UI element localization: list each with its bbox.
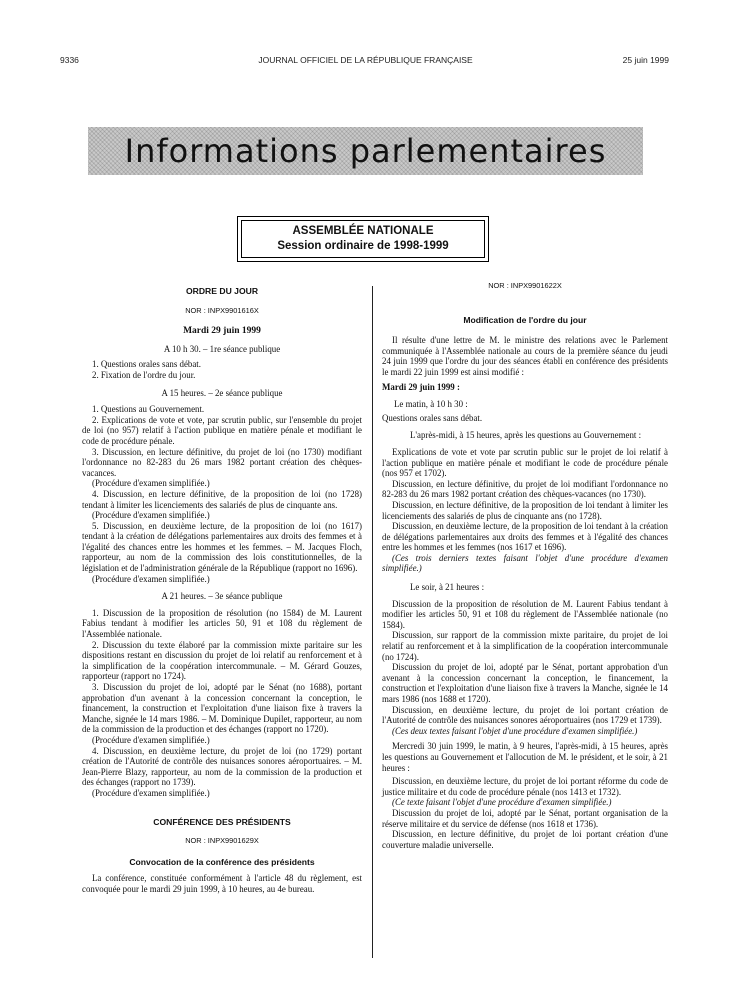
banner-title: Informations parlementaires <box>124 132 607 170</box>
list-item: Discussion de la proposition de résolution de M. Laurent Fabius tendant à modifier les articles 50, 91 et 108 du règlement de l'Assemblée nationale (no 1584). <box>382 598 668 630</box>
list-item: Discussion, sur rapport de la commission mixte paritaire, du projet de loi relatif au renforcement et à la simplification de la coopération intercommunale (no 1724). <box>382 630 668 662</box>
list-item: 4. Discussion, en deuxième lecture, du projet de loi (no 1729) portant création de l'Autorité de contrôle des nuisances sonores aéroportuaires. – M. Jean-Pierre Blazy, rapporteur, au nom de la commission de la production et des échanges (rapport no 1739). <box>82 745 362 788</box>
list-item: Discussion, en lecture définitive, de la proposition de loi tendant à limiter les licenciements des salariés de plus de cinquante ans (no 1728). <box>382 499 668 521</box>
list-item: (Procédure d'examen simplifiée.) <box>92 787 210 798</box>
column-divider <box>372 286 373 958</box>
assembly-box-inner <box>241 220 485 258</box>
date-ordre: Mardi 29 juin 1999 <box>183 326 261 337</box>
assembly-box <box>237 216 489 262</box>
list-item: Discussion, en deuxième lecture, du projet de loi portant réforme du code de justice militaire et du code de procédure pénale (nos 1413 et 1732). <box>382 776 668 797</box>
list-item: 2. Explications de vote et vote, par scrutin public, sur l'ensemble du projet de loi (no 957) relatif à l'action publique en matière pénale et modifiant le code de procédure pénale. <box>82 414 362 446</box>
page-number: 9336 <box>60 55 79 65</box>
matin-head: Le matin, à 10 h 30 : <box>394 399 468 410</box>
soir-note: (Ces deux textes faisant l'objet d'une procédure d'examen simplifiée.) <box>392 725 638 736</box>
seance3-head: A 21 heures. – 3e séance publique <box>161 591 283 602</box>
session-name: Session ordinaire de 1998-1999 <box>277 240 449 252</box>
soir-list <box>382 599 668 737</box>
section-banner <box>88 127 643 175</box>
list-item: 1. Questions orales sans débat. <box>92 359 201 370</box>
conference-title: CONFÉRENCE DES PRÉSIDENTS <box>153 816 291 827</box>
modification-intro: Il résulte d'une lettre de M. le ministre des relations avec le Parlement communiquée à l'Assemblée nationale au cours de la première séance du jeudi 24 juin 1999 que l'ordre du jour des séances établi en conférence des présidents le mardi 22 juin 1999 est ainsi modifié : <box>382 335 668 377</box>
list-item: Discussion du projet de loi, adopté par le Sénat, portant approbation d'un avenant à la concession concernant la conception, le financement, la construction et l'exploitation d'une liaison fixe à travers la Manche, signée le 14 mars 1986 (nos 1688 et 1720). <box>382 662 668 704</box>
ordre-title: ORDRE DU JOUR <box>185 286 259 296</box>
mercredi-list <box>382 776 668 850</box>
seance2-head: A 15 heures. – 2e séance publique <box>161 387 283 398</box>
soir-head: Le soir, à 21 heures : <box>410 582 485 593</box>
modification-title: Modification de l'ordre du jour <box>463 314 587 325</box>
right-column <box>382 281 668 850</box>
list-item: Discussion, en lecture définitive, du projet de loi modifiant l'ordonnance no 82-283 du 26 mars 1982 portant création des chèques-vacances (no 1730). <box>382 478 668 500</box>
list-item: Discussion, en deuxième lecture, du projet de loi portant création de l'Autorité de contrôle des nuisances sonores aéroportuaires (nos 1729 et 1739). <box>382 704 668 726</box>
seance1-list <box>82 359 362 380</box>
list-item: (Procédure d'examen simplifiée.) <box>92 510 210 521</box>
convocation-title: Convocation de la conférence des présidents <box>129 856 315 867</box>
mercredi-note: (Ce texte faisant l'objet d'une procédure d'examen simplifiée.) <box>392 797 612 808</box>
list-item: (Procédure d'examen simplifiée.) <box>92 573 210 584</box>
list-item: Discussion du projet de loi, adopté par le Sénat, portant organisation de la réserve militaire et du service de défense (nos 1618 et 1736). <box>382 807 668 829</box>
list-item: Discussion, en lecture définitive, du projet de loi portant création d'une couverture maladie universelle. <box>382 829 668 850</box>
date-mardi: Mardi 29 juin 1999 : <box>382 381 460 392</box>
left-column <box>82 286 362 895</box>
list-item: Explications de vote et vote par scrutin public sur le projet de loi relatif à l'action publique en matière pénale et modifiant le code de procédure pénale (nos 957 et 1702). <box>382 446 668 479</box>
list-item: Discussion, en deuxième lecture, de la proposition de loi tendant à la création de délégations parlementaires aux droits des femmes et à l'égalité des chances entre les hommes et les femmes (nos 1617 et 1696). <box>382 521 668 553</box>
issue-date: 25 juin 1999 <box>622 55 669 65</box>
seance3-list <box>82 608 362 799</box>
list-item: 2. Discussion du texte élaboré par la commission mixte paritaire sur les dispositions restant en discussion du projet de loi relatif au renforcement et à la simplification de la coopération intercommunale. – M. Gérard Gouzes, rapporteur (rapport no 1724). <box>82 639 362 682</box>
nor-ordre: NOR : INPX9901616X <box>185 305 259 315</box>
journal-title: JOURNAL OFFICIEL DE LA RÉPUBLIQUE FRANÇAISE <box>258 55 473 65</box>
list-item: 5. Discussion, en deuxième lecture, de la proposition de loi (no 1617) tendant à la création de délégations parlementaires aux droits des femmes et à l'égalité des chances entre les hommes et les femmes. – M. Jacques Floch, rapporteur, au nom de la commission des lois constitutionnelles, de la législation et de l'administration générale de la République (rapport no 1696). <box>82 520 362 574</box>
seance1-head: A 10 h 30. – 1re séance publique <box>163 343 281 354</box>
aprem-list <box>382 447 668 574</box>
seance2-list <box>82 404 362 584</box>
list-item: 2. Fixation de l'ordre du jour. <box>92 369 196 380</box>
nor-conference: NOR : INPX9901629X <box>185 836 259 846</box>
aprem-note: (Ces trois derniers textes faisant l'objet d'une procédure d'examen simplifiée.) <box>382 552 668 574</box>
nor-modification: NOR : INPX9901622X <box>488 281 562 290</box>
list-item: 4. Discussion, en lecture définitive, de la proposition de loi (no 1728) tendant à limiter les licenciements des salariés de plus de cinquante ans. <box>82 488 362 510</box>
mercredi-head: Mercredi 30 juin 1999, le matin, à 9 heures, l'après-midi, à 15 heures, après les questions au Gouvernement et l'allocution de M. le président, et le soir, à 21 heures : <box>382 741 668 773</box>
assembly-name: ASSEMBLÉE NATIONALE <box>292 225 434 237</box>
list-item: 3. Discussion du projet de loi, adopté par le Sénat (no 1688), portant approbation d'un avenant à la concession concernant la conception, le financement, la construction et l'exploitation d'une liaison fixe à travers la Manche, signée le 14 mars 1986. – M. Dominique Dupilet, rapporteur, au nom de la commission de la production et des échanges (rapport no 1720). <box>82 682 362 735</box>
list-item: (Procédure d'examen simplifiée.) <box>92 478 210 489</box>
convocation-text: La conférence, constituée conformément à l'article 48 du règlement, est convoquée pour le mardi 29 juin 1999, à 10 heures, au 4e bureau. <box>82 873 362 894</box>
list-item: 1. Questions au Gouvernement. <box>92 404 205 415</box>
list-item: (Procédure d'examen simplifiée.) <box>92 734 210 745</box>
list-item: 3. Discussion, en lecture définitive, du projet de loi (no 1730) modifiant l'ordonnance no 82-283 du 26 mars 1982 portant création des chèques-vacances. <box>82 446 362 478</box>
list-item: Questions orales sans débat. <box>382 412 483 423</box>
list-item: 1. Discussion de la proposition de résolution (no 1584) de M. Laurent Fabius tendant à modifier les articles 50, 91 et 108 du règlement de l'Assemblée nationale. <box>82 607 362 640</box>
aprem-head: L'après-midi, à 15 heures, après les questions au Gouvernement : <box>410 430 642 441</box>
